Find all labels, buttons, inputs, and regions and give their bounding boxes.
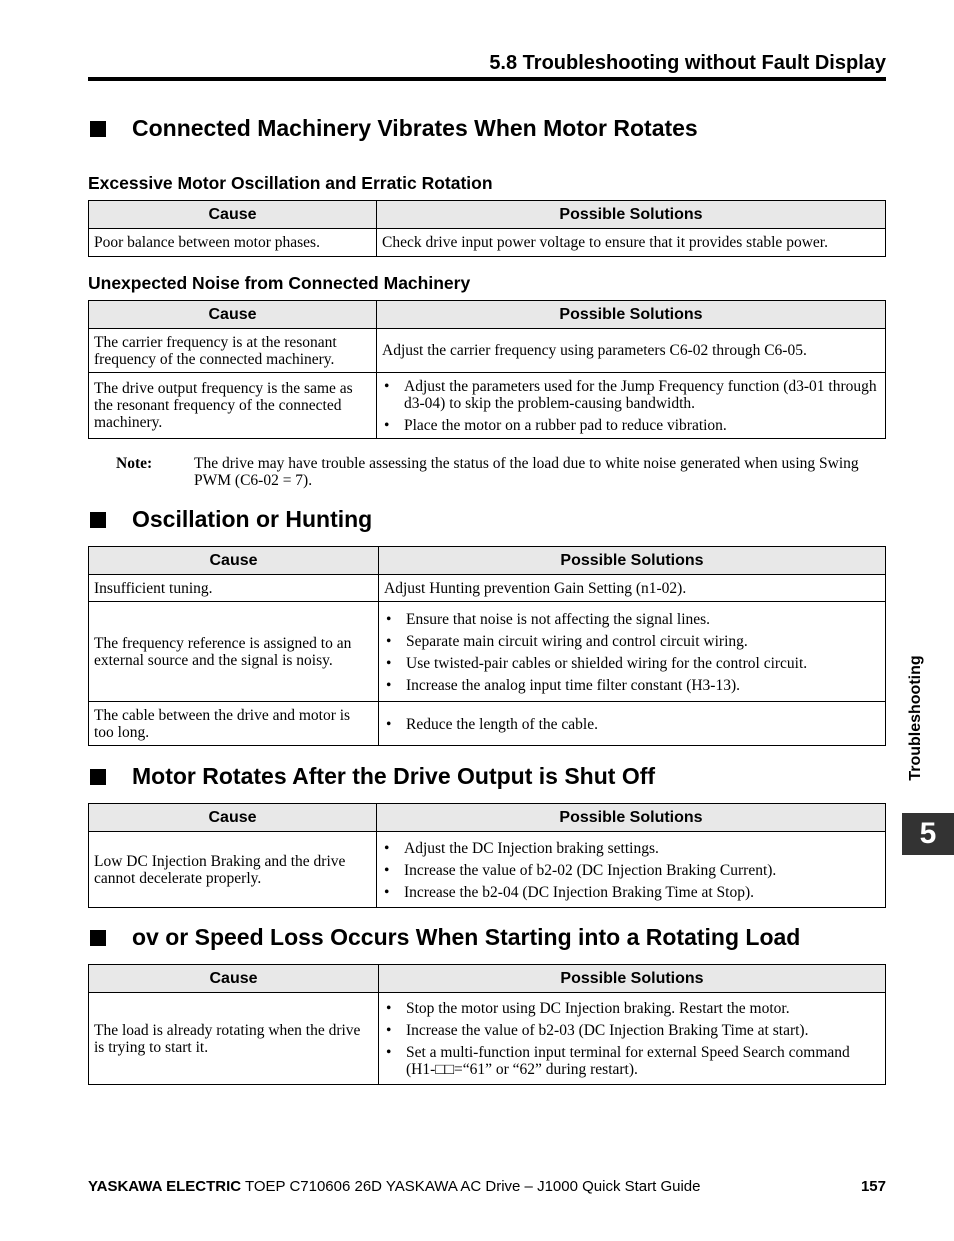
page-number: 157 (860, 1178, 886, 1195)
list-item: • Increase the b2-04 (DC Injection Braking Time at Stop). (382, 884, 880, 901)
section-title: Motor Rotates After the Drive Output is Shut Off (132, 763, 656, 789)
footer-brand: YASKAWA ELECTRIC (88, 1178, 242, 1195)
list-item: • Adjust the DC Injection braking settings. (382, 840, 880, 857)
table-header-row (89, 965, 886, 993)
cause-header: Cause (89, 201, 377, 229)
list-item: • Increase the value of b2-03 (DC Injection Braking Time at start). (384, 1022, 880, 1039)
solutions-header: Possible Solutions (379, 547, 886, 575)
table-header-row (89, 804, 886, 832)
square-bullet-icon (90, 121, 106, 137)
solution-cell: Check drive input power voltage to ensure that it provides stable power. (377, 229, 886, 257)
header-rule (88, 77, 886, 81)
table-header-row (89, 301, 886, 329)
list-item: • Increase the analog input time filter constant (H3-13). (384, 677, 880, 694)
table-header-row (89, 201, 886, 229)
list-item: • Ensure that noise is not affecting the signal lines. (384, 611, 880, 628)
solutions-header: Possible Solutions (377, 201, 886, 229)
solution-list (384, 1000, 880, 1078)
solution-cell: Adjust Hunting prevention Gain Setting (n1-02). (379, 575, 886, 602)
cause-cell: Insufficient tuning. (89, 575, 379, 602)
cause-cell: The cable between the drive and motor is too long. (89, 702, 379, 746)
cause-header: Cause (89, 804, 377, 832)
cause-cell: The load is already rotating when the drive is trying to start it. (89, 993, 379, 1085)
chapter-number-tab: 5 (902, 813, 954, 855)
list-item: • Reduce the length of the cable. (384, 716, 880, 733)
solutions-header: Possible Solutions (379, 965, 886, 993)
chapter-side-label (904, 645, 928, 790)
solutions-header: Possible Solutions (377, 301, 886, 329)
list-item: • Separate main circuit wiring and control circuit wiring. (384, 633, 880, 650)
list-item: • Adjust the parameters used for the Jump Frequency function (d3-01 through d3-04) to skip the problem-causing bandwidth. (382, 378, 880, 412)
section-heading (88, 506, 372, 533)
table-noise (88, 300, 886, 439)
section-title: Connected Machinery Vibrates When Motor Rotates (132, 115, 698, 141)
square-bullet-icon (90, 769, 106, 785)
list-item: • Place the motor on a rubber pad to reduce vibration. (382, 417, 880, 434)
table-row (89, 575, 886, 602)
section-heading (88, 924, 800, 951)
note-label: Note: (116, 455, 153, 472)
list-item: • Use twisted-pair cables or shielded wiring for the control circuit. (384, 655, 880, 672)
solution-cell (379, 993, 886, 1085)
table-header-row (89, 547, 886, 575)
solutions-header: Possible Solutions (377, 804, 886, 832)
solution-cell (379, 702, 886, 746)
note-text: The drive may have trouble assessing the status of the load due to white noise generated when using Swing PWM (C6-02 = 7). (194, 455, 859, 489)
list-item: • Set a multi-function input terminal for external Speed Search command (H1-□□=“61” or “62” during restart). (384, 1044, 880, 1078)
footer-doc-title: TOEP C710606 26D YASKAWA AC Drive – J1000 Quick Start Guide (241, 1178, 701, 1195)
table-hunting (88, 546, 886, 746)
page-footer (88, 1178, 886, 1195)
section-heading (88, 115, 698, 142)
solution-cell (379, 602, 886, 702)
solution-list (384, 716, 880, 733)
solution-cell (377, 373, 886, 439)
solution-list (384, 611, 880, 694)
solution-list (382, 840, 880, 901)
table-row (89, 832, 886, 908)
subsection-heading: Excessive Motor Oscillation and Erratic Rotation (88, 173, 493, 193)
cause-header: Cause (89, 547, 379, 575)
cause-cell: The carrier frequency is at the resonant frequency of the connected machinery. (89, 329, 377, 373)
page-header: 5.8 Troubleshooting without Fault Display (489, 52, 886, 74)
table-row (89, 602, 886, 702)
table-row (89, 373, 886, 439)
table-oscillation-erratic (88, 200, 886, 257)
square-bullet-icon (90, 930, 106, 946)
table-row (89, 702, 886, 746)
solution-cell (377, 832, 886, 908)
cause-cell: The frequency reference is assigned to an external source and the signal is noisy. (89, 602, 379, 702)
section-title: Oscillation or Hunting (132, 506, 373, 532)
table-row (89, 993, 886, 1085)
cause-cell: The drive output frequency is the same as the resonant frequency of the connected machinery. (89, 373, 377, 439)
table-ov-speed-loss (88, 964, 886, 1085)
cause-cell: Poor balance between motor phases. (89, 229, 377, 257)
note (116, 455, 876, 489)
solution-list (382, 378, 880, 434)
table-row (89, 329, 886, 373)
chapter-side-label-text: Troubleshooting (907, 654, 924, 781)
table-shut-off (88, 803, 886, 908)
list-item: • Stop the motor using DC Injection braking. Restart the motor. (384, 1000, 880, 1017)
solution-cell: Adjust the carrier frequency using parameters C6-02 through C6-05. (377, 329, 886, 373)
cause-cell: Low DC Injection Braking and the drive cannot decelerate properly. (89, 832, 377, 908)
table-row (89, 229, 886, 257)
square-bullet-icon (90, 512, 106, 528)
subsection-heading: Unexpected Noise from Connected Machinery (88, 273, 471, 293)
list-item: • Increase the value of b2-02 (DC Injection Braking Current). (382, 862, 880, 879)
section-heading (88, 763, 655, 790)
cause-header: Cause (89, 301, 377, 329)
section-title: ov or Speed Loss Occurs When Starting into a Rotating Load (132, 924, 801, 950)
cause-header: Cause (89, 965, 379, 993)
